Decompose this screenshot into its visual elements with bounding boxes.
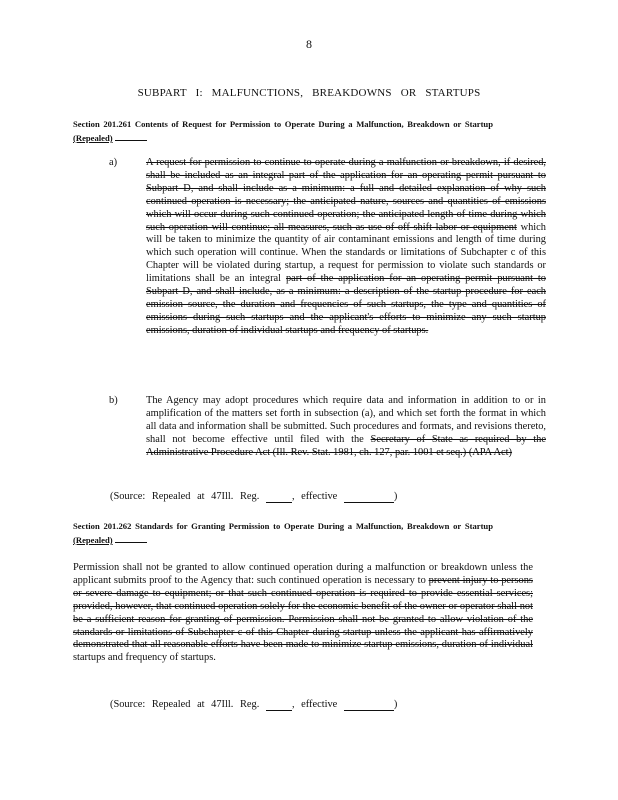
paragraph-label-b: b) [109, 395, 118, 406]
subpart-title: SUBPART I: MALFUNCTIONS, BREAKDOWNS OR STARTUPS [137, 87, 481, 99]
blank-line [266, 699, 292, 711]
section-heading-text: Section 201.262 Standards for Granting Permission to Operate During a Malfunction, Breakdown or Startup [73, 521, 493, 531]
paragraph-b [109, 395, 546, 460]
struck-text: A request for permission to continue to operate during a malfunction or breakdown, if desired, shall be included as an integral part of the application for an operating permit pursuant to Subpart D, and shall include as a minimum: a full and detailed explanation of why such continued operation is necessary; the anticipated nature, sources and quantities of emissions which will occur during such continued operation; the anticipated length of time during which such operation will continue; all measures, such as use of off shift labor or equipment [146, 157, 546, 233]
source-note-201-261: (Source: Repealed at 47Ill. Reg. , effective ) [110, 491, 398, 502]
blank-line [344, 699, 394, 711]
source-note-201-262: (Source: Repealed at 47Ill. Reg. , effective ) [110, 699, 398, 710]
section-heading-201-261 [73, 117, 493, 145]
section-heading-201-262 [73, 519, 493, 547]
retained-text: which will be taken to minimize the quantity of air contaminant emissions and length of time during which such operation will continue. When the standards or limitations of Subchapter c of this Chapter will be violated during startup, a request for permission to violate such standards or limitations shall be an integral [146, 221, 546, 285]
section-heading-text: Section 201.261 Contents of Request for Permission to Operate During a Malfunction, Breakdown or Startup [73, 119, 493, 129]
blank-line [344, 491, 394, 503]
repealed-marker: (Repealed) [73, 535, 147, 545]
paragraph-label-a: a) [109, 157, 118, 168]
struck-text: part of the application for an operating permit pursuant to Subpart D, and shall include, as a minimum: a description of the startup procedure for each emission source, the duration and frequencies of such startups, the type and quantities of emissions during such startups and the applicant's efforts to minimize any such startup emissions, duration of individual startups and frequency of startups. [146, 273, 546, 336]
retained-text: Permission shall not be granted to allow continued operation during a malfunction or breakdown unless the applicant submits proof to the Agency that: such continued operation is necessary to [73, 562, 533, 586]
paragraph-a [109, 157, 546, 338]
blank-line [266, 491, 292, 503]
struck-text: Secretary of State as required by the Administrative Procedure Act (Ill. Rev. Stat. 1981, ch. 127, par. 1001 et seq.) (APA Act) [146, 433, 546, 458]
repealed-marker: (Repealed) [73, 133, 147, 143]
page-number: 8 [306, 37, 312, 51]
retained-text: startups and frequency of startups. [73, 652, 216, 664]
struck-text: prevent injury to persons or severe damage to equipment; or that such continued operation is required to provide essential services; provided, however, that continued operation solely for the economic benefit of the owner or operator shall not be a sufficient reason for granting of permission. Permission shall not be granted to allow violation of the standards or limitations of Subchapter c of this Chapter during startup unless the applicant has affirmatively demonstrated that all reasonable efforts have been made to minimize startup emissions, duration of individual [73, 574, 533, 651]
section-body-201-262 [73, 562, 533, 665]
retained-text: The Agency may adopt procedures which require data and information in addition to or in amplification of the matters set forth in subsection (a), and which set forth the format in which all data and information shall be submitted. Such procedures and formats, and revisions thereto, shall not become effective until filed with the [146, 395, 546, 445]
